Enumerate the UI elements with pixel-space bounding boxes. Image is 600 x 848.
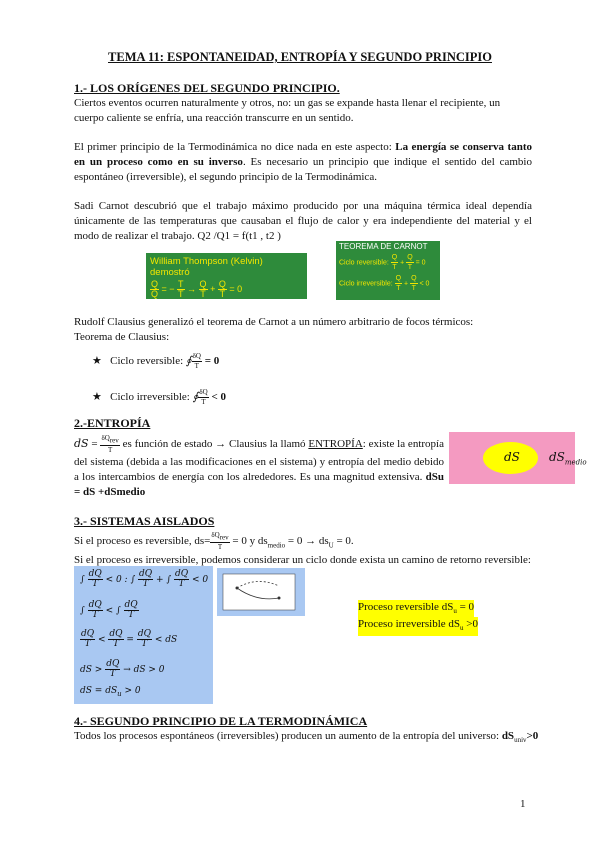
section-1-paragraph-1: Ciertos eventos ocurren naturalmente y otros, no: un gas se expande hasta llenar el recipiente, un cuerpo caliente se enfría, una reacción transcurre en un sentido. (74, 97, 501, 124)
section-4-heading: 4.- SEGUNDO PRINCIPIO DE LA TERMODINÁMICA (74, 714, 368, 728)
line1-f: = 0. (333, 535, 354, 548)
irrev-label: Proceso irreversible dS (358, 618, 461, 630)
sec4-sub-univ: univ (514, 736, 527, 745)
page-number: 1 (520, 798, 526, 810)
bullet-irreversible-label: Ciclo irreversible: (110, 391, 190, 404)
star-icon: ★ (92, 391, 102, 404)
carnot-reversible: Ciclo reversible: $\frac{Q}{T}$ + $\frac{Q}{T}$ = 0 (339, 254, 426, 271)
sec4-gt-zero: >0 (526, 730, 539, 742)
bullet-reversible: ★ Ciclo reversible: ∮ $\frac{\delta Q}{T}$ = 0 (92, 352, 220, 370)
p2-bold: La energía se conserva tanto en un proceso como en su inverso (74, 141, 532, 168)
line1-d: = 0 → ds (285, 535, 329, 548)
thompson-box (146, 253, 307, 299)
p2-text-a: El primer principio de la Termodinámica no dice nada en este aspecto: (74, 141, 396, 153)
entropy-equation: dSu = dS +dSmedio (74, 471, 444, 499)
rev-label: Proceso reversible dS (358, 601, 454, 613)
cycle-diagram-svg (217, 568, 305, 616)
system-ds-label: dS (504, 450, 520, 464)
sec4-ds: dS (501, 730, 515, 742)
entropy-text-b: : existe la entropía del sistema (debida a las modificaciones en el sistema) y entropía del medio debido a los intercambios de energía con los alrededores. Es una magnitud extensiva. (74, 438, 444, 484)
thompson-formula: $\frac{Q}{Q}$ = − $\frac{T}{T}$ → $\frac{Q}{T}$ + $\frac{Q}{T}$ = 0 (151, 279, 243, 299)
medium-ds-sub: medio (564, 458, 587, 467)
carnot-irreversible: Ciclo irreversible: $\frac{Q}{T}$ + $\frac{Q}{T}$ < 0 (339, 275, 430, 292)
section-1-heading: 1.- LOS ORÍGENES DEL SEGUNDO PRINCIPIO. (74, 81, 340, 95)
irrev-value: >0 (463, 618, 478, 630)
page-title: TEMA 11: ESPONTANEIDAD, ENTROPÍA Y SEGUNDO PRINCIPIO (108, 50, 492, 64)
irreversible-highlight (358, 617, 478, 636)
line1-a: Si el proceso es reversible, ds= (74, 535, 211, 548)
entropy-diagram-box (449, 432, 587, 484)
line1-sub-u: U (328, 541, 334, 550)
section-2-heading: 2.-ENTROPÍA (74, 416, 151, 430)
section-3-irreversible-line: Si el proceso es irreversible, podemos considerar un ciclo donde exista un camino de retorno reversible: (74, 554, 531, 566)
carnot-title: TEOREMA DE CARNOT (339, 242, 428, 251)
section-2-text: dS = $\frac{\delta Q_{rev}}{T}$ es función de estado → Clausius la llamó ENTROPÍA: existe la entropía del sistema (debida a las modificaciones en el sistema) y entropía del medio debido a los intercambios de energía con los alrededores. Es una magnitud extensiva. dSu = dS +dSmedio (74, 434, 444, 499)
sec4-text-a: Todos los procesos espontáneos (irreversibles) producen un aumento de la entropía del universo: (74, 730, 502, 742)
star-icon: ★ (92, 355, 102, 368)
carnot-box (336, 241, 440, 300)
rev-sub: u (453, 607, 457, 616)
section-1-paragraph-2 (74, 140, 532, 185)
irrev-sub: u (460, 624, 464, 633)
section-3-reversible-line: Si el proceso es reversible, ds= $\frac{\delta Q_{rev}}{T}$ = 0 y $ds_{medio} = 0 \to ds_U = 0$. (74, 531, 354, 552)
entropy-text-a: es función de estado → Clausius la llamó (119, 438, 309, 451)
carnot-rev-label: Ciclo reversible: (339, 259, 389, 267)
entropy-word: ENTROPÍA (308, 438, 363, 451)
thompson-title: William Thompson (Kelvin) demostró (150, 256, 263, 278)
line1-sub-medio: medio (267, 541, 286, 550)
derivation-box: ∫ $\frac{dQ}{T}$ < 0 : ∫ $\frac{dQ}{T}$ + ∫ $\frac{dQ}{T}$ < 0 ∫ $\frac{dQ}{T}$ < ∫ $\frac{dQ}{T}$ $\frac{dQ}{T}$ < $\frac{dQ}{T}$ = $\frac{dQ}{T}$ < dS dS > $\frac{dQ}{T}$ → dS > 0 dS = $dS_u > 0$ (74, 566, 213, 704)
section-1-paragraph-3: Sadi Carnot descubrió que el trabajo máximo producido por una máquina térmica ideal dependía únicamente de las temperaturas que causaban el flujo de calor y era independiente del material y el modo de realizar el trabajo. Q2 /Q1 = f(t1 , t2 ) (74, 200, 532, 242)
bullet-irreversible: ★ Ciclo irreversible: ∮ $\frac{\delta Q}{T}$ < 0 (92, 388, 226, 406)
section-1-paragraph-4: Rudolf Clausius generalizó el teorema de Carnot a un número arbitrario de focos térmicos: (74, 316, 474, 328)
section-1-paragraph-5: Teorema de Clausius: (74, 331, 170, 343)
section-3-heading: 3.- SISTEMAS AISLADOS (74, 514, 215, 528)
p2-text-c: . Es necesario un principio que indique el sentido del cambio espontáneo (irreversible), el segundo principio de la Termodinámica. (74, 156, 532, 183)
bullet-reversible-label: Ciclo reversible: (110, 355, 184, 368)
medium-ds-text: dS (549, 450, 565, 464)
carnot-irrev-label: Ciclo irreversible: (339, 280, 393, 288)
section-4-text (74, 729, 554, 748)
line1-b: = 0 y ds (229, 535, 268, 548)
rev-value: = 0 (456, 601, 475, 613)
medium-ds-label (549, 450, 587, 466)
cycle-diagram (217, 568, 305, 616)
